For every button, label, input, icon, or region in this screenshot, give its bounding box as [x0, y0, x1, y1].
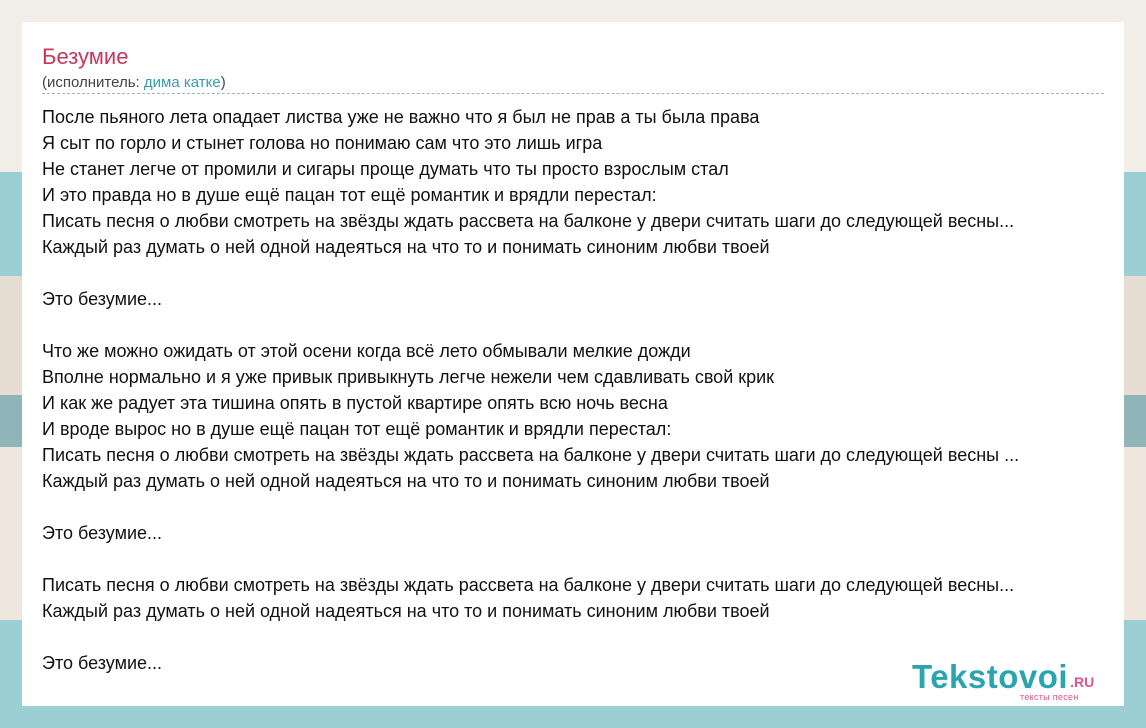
lyric-line: Не станет легче от промили и сигары проще думать что ты просто взрослым стал	[42, 159, 729, 179]
lyric-line: Каждый раз думать о ней одной надеяться на что то и понимать синоним любви твоей	[42, 601, 770, 621]
logo-name: Tekstovoi	[912, 658, 1069, 695]
blank-line	[42, 546, 1124, 572]
lyric-line: Я сыт по горло и стынет голова но понимаю сам что это лишь игра	[42, 133, 603, 153]
blank-line	[42, 260, 1124, 286]
lyric-line: И вроде вырос но в душе ещё пацан тот ещё романтик и врядли перестал:	[42, 419, 672, 439]
lyric-line: Вполне нормально и я уже привык привыкнуть легче нежели чем сдавливать свой крик	[42, 367, 775, 387]
artist-byline	[42, 74, 226, 92]
blank-line	[42, 494, 1124, 520]
lyric-line: Писать песня о любви смотреть на звёзды ждать рассвета на балконе у двери считать шаги до следующей весны...	[42, 211, 1015, 231]
lyric-line: После пьяного лета опадает листва уже не важно что я был не прав а ты была права	[42, 107, 760, 127]
lyric-line: Каждый раз думать о ней одной надеяться на что то и понимать синоним любви твоей	[42, 237, 770, 257]
lyric-line: Что же можно ожидать от этой осени когда всё лето обмывали мелкие дожди	[42, 341, 691, 361]
song-title: Безумие	[42, 44, 129, 69]
lyric-line: Это безумие...	[42, 289, 163, 309]
logo-tld: .RU	[1070, 674, 1095, 690]
lyric-line: Каждый раз думать о ней одной надеяться на что то и понимать синоним любви твоей	[42, 471, 770, 491]
artist-link[interactable]: дима катке	[143, 74, 221, 91]
blank-line	[42, 312, 1124, 338]
lyrics-body	[42, 104, 1124, 676]
logo-tagline: тексты песен	[1020, 692, 1079, 702]
lyric-line: И это правда но в душе ещё пацан тот ещё романтик и врядли перестал:	[42, 185, 657, 205]
lyrics-card	[22, 22, 1124, 706]
site-logo[interactable]	[912, 658, 1095, 702]
artist-prefix: (исполнитель:	[42, 74, 144, 91]
lyric-line: Писать песня о любви смотреть на звёзды ждать рассвета на балконе у двери считать шаги до следующей весны...	[42, 575, 1015, 595]
lyric-line: И как же радует эта тишина опять в пустой квартире опять всю ночь весна	[42, 393, 668, 413]
lyric-line: Писать песня о любви смотреть на звёзды ждать рассвета на балконе у двери считать шаги до следующей весны ...	[42, 445, 1020, 465]
blank-line	[42, 624, 1124, 650]
artist-suffix: )	[220, 74, 226, 91]
lyric-line: Это безумие...	[42, 653, 163, 673]
title-divider	[42, 93, 1104, 94]
lyric-line: Это безумие...	[42, 523, 163, 543]
